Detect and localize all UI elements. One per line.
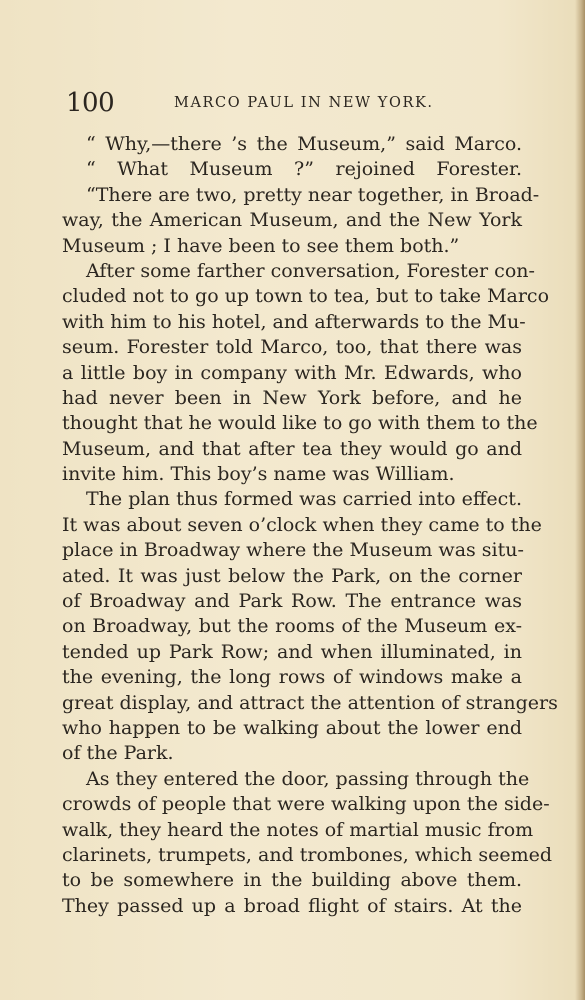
text-line: tended up Park Row; and when illuminated, in [62, 640, 522, 663]
text-line: way, the American Museum, and the New York [62, 209, 522, 232]
text-line: They passed up a broad flight of stairs. At the [62, 894, 522, 917]
text-line: walk, they heard the notes of martial music from [62, 818, 534, 841]
text-line: of the Park. [62, 742, 174, 765]
text-line: to be somewhere in the building above them. [62, 869, 522, 892]
text-line: As they entered the door, passing through the [86, 767, 530, 790]
text-line: of Broadway and Park Row. The entrance was [62, 590, 522, 613]
text-line: with him to his hotel, and afterwards to the Mu- [62, 310, 526, 333]
text-line: “ Why,—there ’s the Museum,” said Marco. [86, 133, 522, 155]
text-line: on Broadway, but the rooms of the Museum ex- [62, 615, 522, 638]
running-title: MARCO PAUL IN NEW YORK. [174, 95, 434, 111]
text-line: cluded not to go up town to tea, but to take Marco [62, 285, 550, 308]
text-line: a little boy in company with Mr. Edwards, who [62, 361, 522, 384]
text-line: thought that he would like to go with them to the [62, 412, 538, 435]
text-line: who happen to be walking about the lower end [62, 716, 522, 739]
text-line: seum. Forester told Marco, too, that there was [62, 336, 522, 359]
text-line: Museum, and that after tea they would go and [62, 437, 522, 460]
page-number: 100 [66, 88, 115, 118]
text-line: crowds of people that were walking upon the side- [62, 793, 550, 816]
text-line: had never been in New York before, and he [62, 386, 522, 409]
text-line: Museum ; I have been to see them both.” [62, 234, 460, 257]
text-line: the evening, the long rows of windows make a [62, 666, 522, 689]
body-text [62, 132, 558, 919]
text-line: After some farther conversation, Forester con- [86, 259, 535, 282]
text-line: great display, and attract the attention of strangers [62, 691, 558, 714]
text-line: place in Broadway where the Museum was situ- [62, 539, 524, 562]
text-line: invite him. This boy’s name was William. [62, 463, 455, 486]
text-line: The plan thus formed was carried into effect. [86, 488, 522, 511]
text-line: It was about seven o’clock when they came to the [62, 513, 542, 536]
text-line: “There are two, pretty near together, in Broad- [86, 183, 540, 206]
page-edge-shadow [575, 0, 585, 1000]
text-line: clarinets, trumpets, and trombones, which seemed [62, 843, 553, 866]
text-line: ated. It was just below the Park, on the corner [62, 564, 522, 587]
text-line: “ What Museum ?” rejoined Forester. [86, 158, 522, 181]
page-header [66, 88, 536, 118]
